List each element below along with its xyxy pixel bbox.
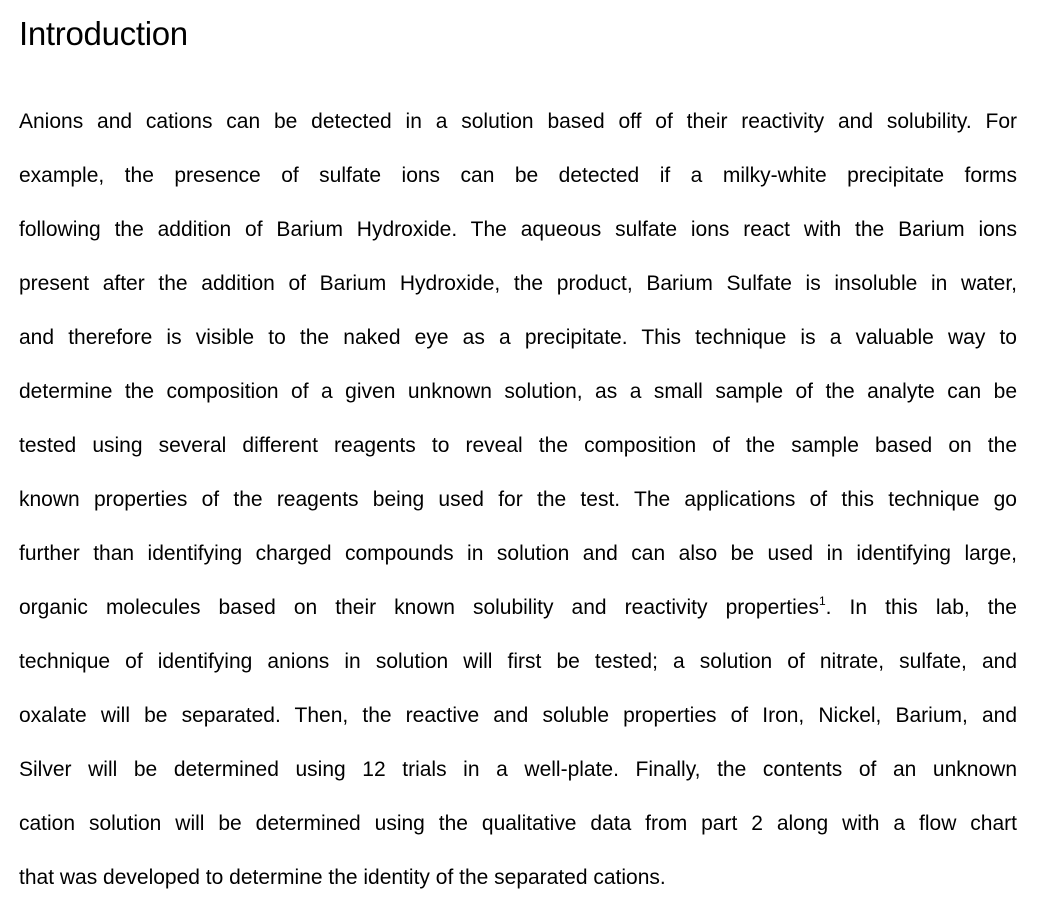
paragraph-line-3: following the addition of Barium Hydroxide. The aqueous sulfate ions react with the Barium ions <box>19 218 1017 241</box>
paragraph-line-10-start: organic molecules based on their known solubility and reactivity properties <box>19 596 819 619</box>
paragraph-line-1: Anions and cations can be detected in a solution based off of their reactivity and solubility. For <box>19 110 1017 133</box>
paragraph-line-12: oxalate will be separated. Then, the reactive and soluble properties of Iron, Nickel, Barium, and <box>19 704 1017 727</box>
paragraph-line-10: organic molecules based on their known solubility and reactivity properties$^1$. In this lab, the <box>19 594 1017 619</box>
paragraph-line-9: further than identifying charged compounds in solution and can also be used in identifying large, <box>19 542 1017 565</box>
paragraph-line-15: that was developed to determine the identity of the separated cations. <box>19 866 666 889</box>
paragraph-line-8: known properties of the reagents being used for the test. The applications of this technique go <box>19 488 1017 511</box>
paragraph-line-11: technique of identifying anions in solution will first be tested; a solution of nitrate, sulfate, and <box>19 650 1017 673</box>
paragraph-line-4: present after the addition of Barium Hydroxide, the product, Barium Sulfate is insoluble in water, <box>19 272 1017 295</box>
paragraph-line-10-end: In this lab, the <box>849 596 1017 619</box>
footnote-reference[interactable]: 1 <box>818 594 826 608</box>
paragraph-line-2: example, the presence of sulfate ions can be detected if a milky-white precipitate forms <box>19 164 1017 187</box>
paragraph-line-14: cation solution will be determined using the qualitative data from part 2 along with a flow chart <box>19 812 1017 835</box>
paragraph-line-7: tested using several different reagents to reveal the composition of the sample based on the <box>19 434 1017 457</box>
introduction-paragraph <box>19 95 1017 905</box>
section-heading: Introduction <box>19 15 188 52</box>
paragraph-line-6: determine the composition of a given unknown solution, as a small sample of the analyte can be <box>19 380 1017 403</box>
paragraph-line-5: and therefore is visible to the naked eye as a precipitate. This technique is a valuable way to <box>19 326 1017 349</box>
paragraph-line-13: Silver will be determined using 12 trials in a well-plate. Finally, the contents of an unknown <box>19 758 1017 781</box>
